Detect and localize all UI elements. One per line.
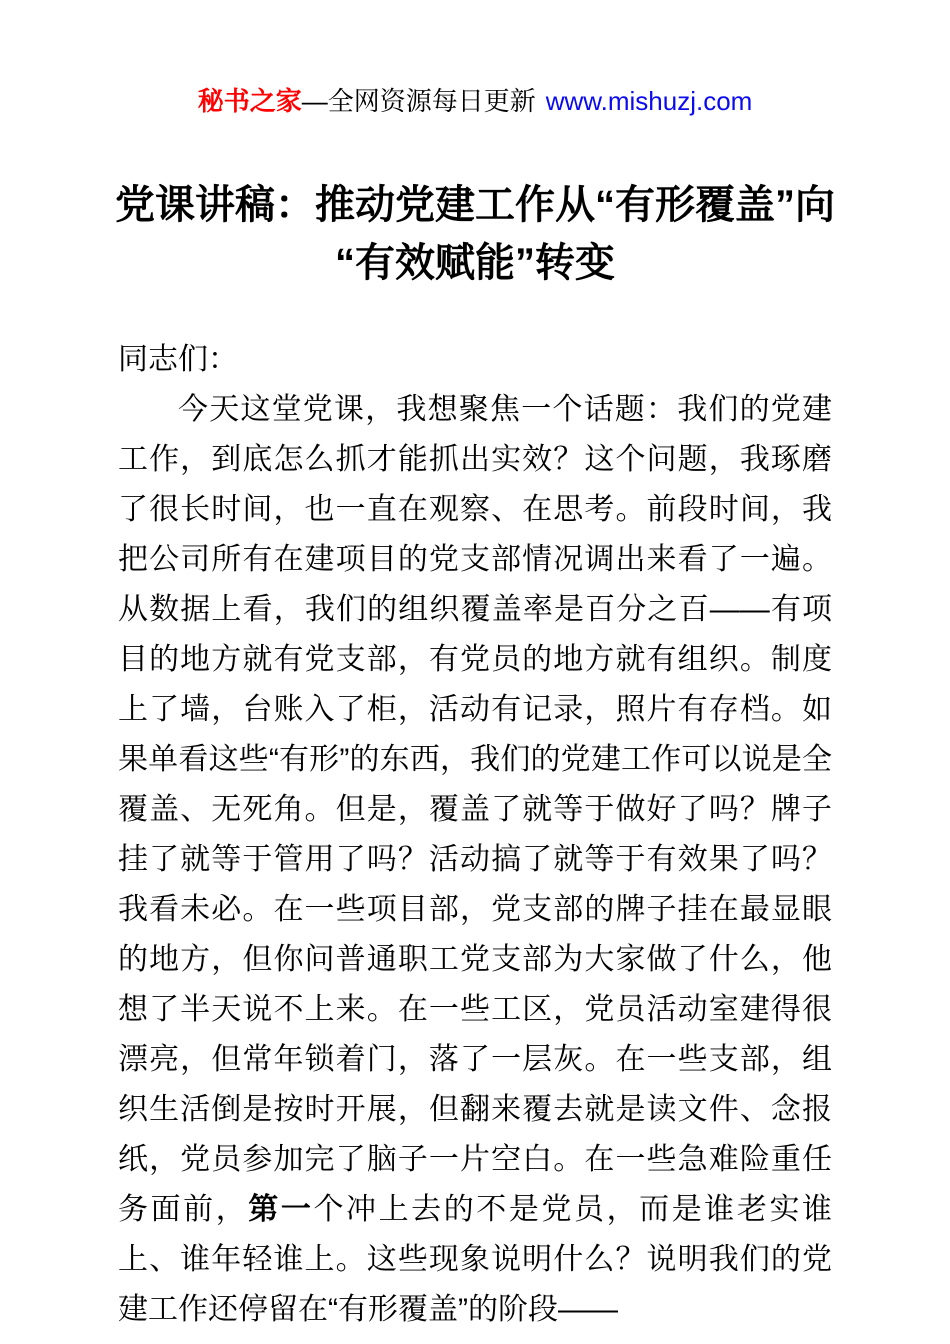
site-url-link[interactable]: www.mishuzj.com: [545, 86, 753, 116]
site-tagline: —全网资源每日更新: [301, 86, 536, 116]
site-header: [0, 0, 950, 118]
paragraph-bold-text: 第一: [248, 1193, 314, 1226]
document-title: 党课讲稿：推动党建工作从“有形覆盖”向“有效赋能”转变: [115, 183, 835, 285]
body-paragraph: [118, 385, 832, 1335]
salutation-line: 同志们：: [118, 343, 238, 376]
paragraph-text-before-bold: 今天这堂党课，我想聚焦一个话题：我们的党建工作，到底怎么抓才能抓出实效？这个问题，我琢磨了很长时间，也一直在观察、在思考。前段时间，我把公司所有在建项目的党支部情况调出来看了一遍。从数据上看，我们的组织覆盖率是百分之百——有项目的地方就有党支部，有党员的地方就有组织。制度上了墙，台账入了柜，活动有记录，照片有存档。如果单看这些“有形”的东西，我们的党建工作可以说是全覆盖、无死角。但是，覆盖了就等于做好了吗？牌子挂了就等于管用了吗？活动搞了就等于有效果了吗？我看未必。在一些项目部，党支部的牌子挂在最显眼的地方，但你问普通职工党支部为大家做了什么，他想了半天说不上来。在一些工区，党员活动室建得很漂亮，但常年锁着门，落了一层灰。在一些支部，组织生活倒是按时开展，但翻来覆去就是读文件、念报纸，党员参加完了脑子一片空白。在一些急难险重任务面前，: [118, 393, 832, 1226]
paragraph-text-after-bold: 个冲上去的不是党员，而是谁老实谁上、谁年轻谁上。这些现象说明什么？说明我们的党建工作还停留在“有形覆盖”的阶段——: [118, 1193, 833, 1326]
site-brand: 秘书之家: [197, 86, 302, 116]
document-body: [118, 335, 832, 1335]
